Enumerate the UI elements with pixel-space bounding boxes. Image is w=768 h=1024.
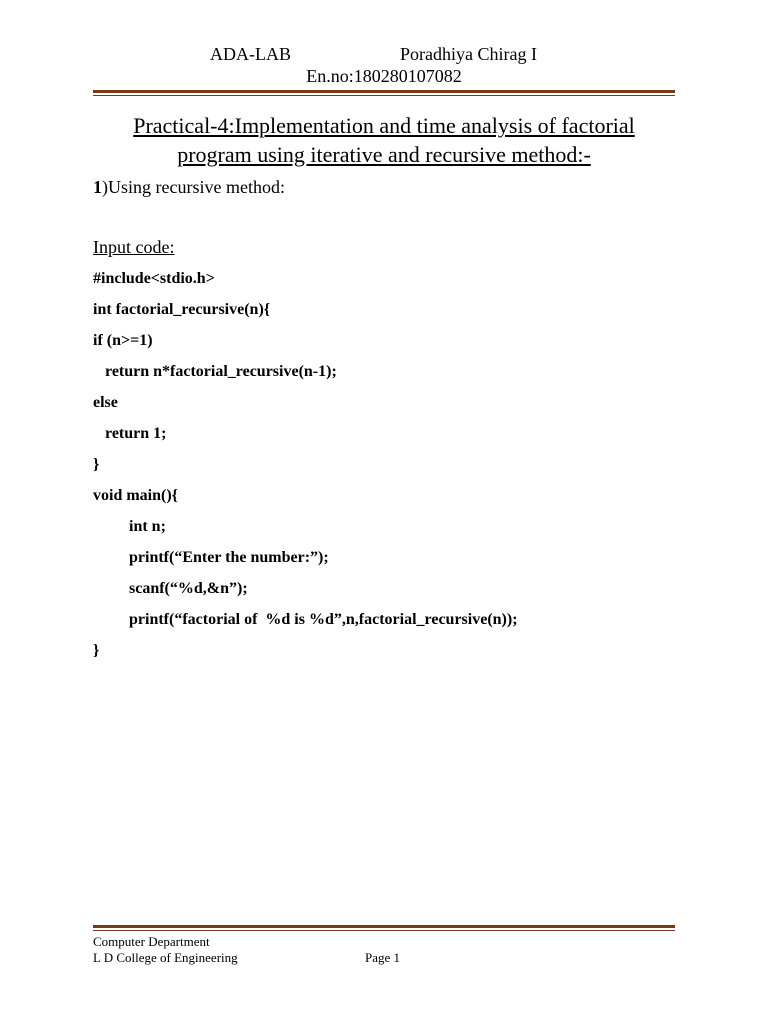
code-line: else bbox=[93, 394, 118, 411]
code-line: void main(){ bbox=[93, 487, 178, 504]
footer-page-number: Page 1 bbox=[365, 950, 401, 965]
footer-rule-thin bbox=[93, 930, 675, 931]
code-line: #include<stdio.h> bbox=[93, 270, 215, 287]
code-line: return 1; bbox=[93, 425, 167, 442]
header-rule-thick bbox=[93, 90, 675, 93]
student-name: Poradhiya Chirag I bbox=[400, 44, 537, 64]
enrollment-number: En.no:180280107082 bbox=[306, 66, 462, 86]
footer-rule-thick bbox=[93, 925, 675, 928]
section-heading bbox=[93, 177, 285, 198]
title-line-1: Practical-4:Implementation and time analysis of factorial bbox=[133, 113, 635, 138]
code-line: } bbox=[93, 642, 100, 659]
section-number: 1 bbox=[93, 177, 102, 197]
input-code-heading: Input code: bbox=[93, 237, 175, 257]
code-line: int factorial_recursive(n){ bbox=[93, 301, 271, 318]
code-line: printf(“factorial of %d is %d”,n,factorial_recursive(n)); bbox=[93, 611, 518, 628]
footer-department: Computer Department bbox=[93, 934, 210, 949]
header-line bbox=[0, 44, 768, 68]
course-name: ADA-LAB bbox=[210, 44, 291, 64]
code-line: int n; bbox=[93, 518, 166, 535]
header-rule-thin bbox=[93, 95, 675, 96]
footer-college: L D College of Engineering bbox=[93, 950, 238, 965]
code-line: return n*factorial_recursive(n-1); bbox=[93, 363, 337, 380]
code-line: } bbox=[93, 456, 100, 473]
code-line: if (n>=1) bbox=[93, 332, 153, 349]
code-line: scanf(“%d,&n”); bbox=[93, 580, 248, 597]
practical-title bbox=[93, 111, 675, 169]
title-line-2: program using iterative and recursive method:- bbox=[177, 142, 591, 167]
section-label: )Using recursive method: bbox=[102, 177, 285, 197]
code-line: printf(“Enter the number:”); bbox=[93, 549, 329, 566]
